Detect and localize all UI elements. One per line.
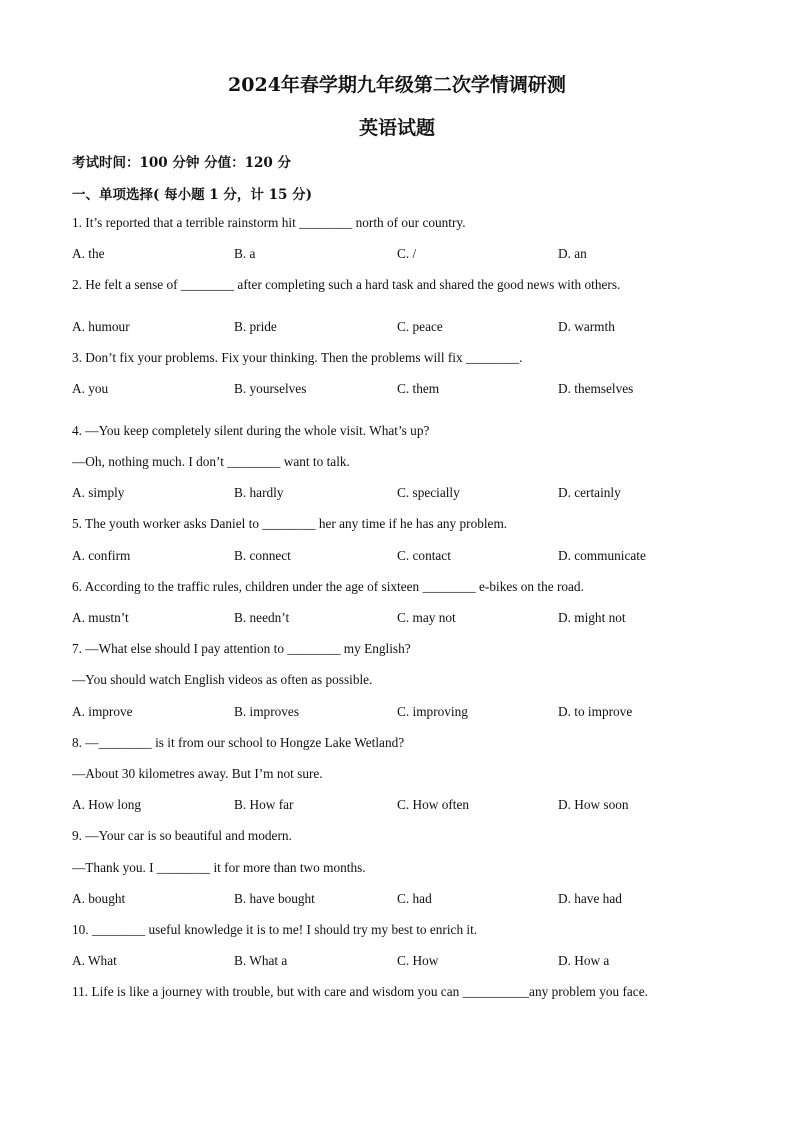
question-2-option-d[interactable]: D. warmth	[558, 319, 615, 334]
question-5-option-c[interactable]: C. contact	[397, 548, 451, 563]
question-5-stem: 5. The youth worker asks Daniel to ________ her any time if he has any problem.	[72, 516, 508, 531]
question-1-stem: 1. It’s reported that a terrible rainstorm hit ________ north of our country.	[72, 215, 466, 230]
question-10-option-a[interactable]: A. What	[72, 953, 117, 968]
question-3-option-d[interactable]: D. themselves	[558, 381, 634, 396]
question-8-option-b[interactable]: B. How far	[234, 797, 294, 812]
question-9-option-d[interactable]: D. have had	[558, 891, 622, 906]
question-7-stem: 7. —What else should I pay attention to ________ my English?	[72, 641, 411, 656]
question-4-option-c[interactable]: C. specially	[397, 485, 460, 500]
question-9-reply: —Thank you. I ________ it for more than two months.	[72, 860, 366, 875]
page-title: 2024年春学期九年级第二次学情调研测	[228, 74, 566, 96]
question-7-option-b[interactable]: B. improves	[234, 704, 300, 719]
question-9-option-a[interactable]: A. bought	[72, 891, 126, 906]
question-9-option-c[interactable]: C. had	[397, 891, 432, 906]
question-8-reply: —About 30 kilometres away. But I’m not sure.	[72, 766, 323, 781]
question-8-option-d[interactable]: D. How soon	[558, 797, 629, 812]
question-4-option-a[interactable]: A. simply	[72, 485, 125, 500]
question-6-option-b[interactable]: B. needn’t	[234, 610, 290, 625]
section-title: 一、单项选择( 每小题 1 分，计 15 分)	[72, 187, 312, 203]
question-7-option-a[interactable]: A. improve	[72, 704, 133, 719]
question-1-option-d[interactable]: D. an	[558, 246, 587, 261]
question-4-option-d[interactable]: D. certainly	[558, 485, 621, 500]
question-3-option-a[interactable]: A. you	[72, 381, 109, 396]
question-2-stem: 2. He felt a sense of ________ after completing such a hard task and shared the good news with others.	[72, 277, 621, 292]
question-2-option-c[interactable]: C. peace	[397, 319, 443, 334]
question-7-option-d[interactable]: D. to improve	[558, 704, 633, 719]
question-8-option-a[interactable]: A. How long	[72, 797, 142, 812]
question-6-option-d[interactable]: D. might not	[558, 610, 626, 625]
question-4-reply: —Oh, nothing much. I don’t ________ want to talk.	[72, 454, 350, 469]
question-1-option-b[interactable]: B. a	[234, 246, 256, 261]
question-4-stem: 4. —You keep completely silent during the whole visit. What’s up?	[72, 423, 430, 438]
question-10-option-d[interactable]: D. How a	[558, 953, 610, 968]
question-8-stem: 8. —________ is it from our school to Hongze Lake Wetland?	[72, 735, 405, 750]
question-6-stem: 6. According to the traffic rules, children under the age of sixteen ________ e-bikes on the road.	[72, 579, 584, 594]
question-5-option-d[interactable]: D. communicate	[558, 548, 646, 563]
question-11-stem: 11. Life is like a journey with trouble, but with care and wisdom you can __________any problem you face.	[72, 984, 648, 999]
question-5-option-a[interactable]: A. confirm	[72, 548, 131, 563]
question-9-option-b[interactable]: B. have bought	[234, 891, 315, 906]
question-7-option-c[interactable]: C. improving	[397, 704, 468, 719]
question-4-option-b[interactable]: B. hardly	[234, 485, 284, 500]
page-subtitle: 英语试题	[358, 117, 435, 139]
question-10-option-c[interactable]: C. How	[397, 953, 439, 968]
question-1-option-a[interactable]: A. the	[72, 246, 105, 261]
question-8-option-c[interactable]: C. How often	[397, 797, 470, 812]
question-2-option-a[interactable]: A. humour	[72, 319, 130, 334]
question-6-option-a[interactable]: A. mustn’t	[72, 610, 129, 625]
question-10-option-b[interactable]: B. What a	[234, 953, 288, 968]
question-5-option-b[interactable]: B. connect	[234, 548, 291, 563]
question-3-option-c[interactable]: C. them	[397, 381, 440, 396]
question-3-option-b[interactable]: B. yourselves	[234, 381, 307, 396]
question-9-stem: 9. —Your car is so beautiful and modern.	[72, 828, 292, 843]
question-2-option-b[interactable]: B. pride	[234, 319, 277, 334]
question-10-stem: 10. ________ useful knowledge it is to me! I should try my best to enrich it.	[72, 922, 478, 937]
exam-info: 考试时间：100 分钟 分值：120 分	[72, 155, 291, 171]
question-7-reply: —You should watch English videos as often as possible.	[72, 672, 373, 687]
question-1-option-c[interactable]: C. /	[397, 246, 417, 261]
question-3-stem: 3. Don’t fix your problems. Fix your thinking. Then the problems will fix ________.	[72, 350, 523, 365]
question-6-option-c[interactable]: C. may not	[397, 610, 456, 625]
